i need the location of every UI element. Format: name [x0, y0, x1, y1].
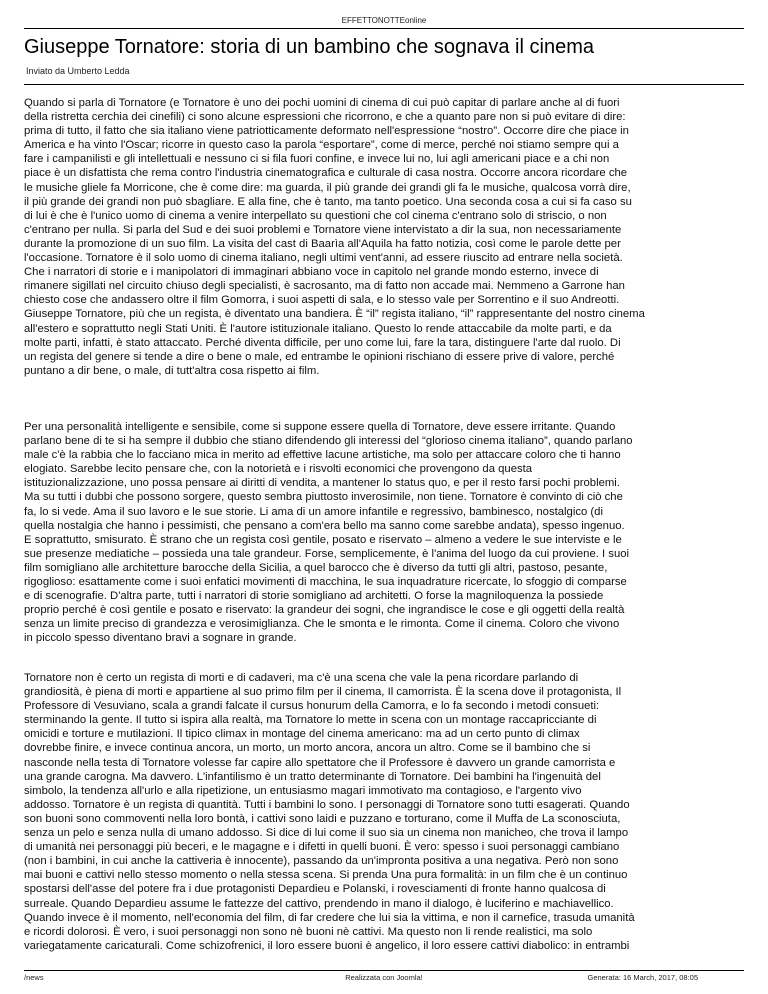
paragraph-1 — [24, 96, 748, 378]
article-byline: Inviato da Umberto Ledda — [26, 66, 130, 76]
text-line: simbolo, la tendenza all'urlo e alla ripetizione, un entusiasmo magari immotivato ma contagioso, e l'argento vivo — [24, 784, 582, 797]
text-line: Che i narratori di storie e i manipolatori di immaginari abbiano voce in capitolo nel grande mondo esterno, invece di — [24, 266, 599, 279]
text-line: il più grande dei grandi non può sbagliare. E alla fine, che è tanto, ma tanto poetico. Una seconda cosa a cui si fa caso su — [24, 195, 632, 208]
text-line: dovrebbe finire, e invece continua ancora, un morto, un morto ancora, ancora un altro. Come se il bambino che si — [24, 742, 591, 755]
text-line: chiesto cose che andassero oltre il film Gomorra, i suoi aspetti di sala, e lo stesso vale per Sorrentino e il suo Andreotti. — [24, 294, 620, 307]
text-line: molte parti, infatti, è stato attaccato. Perché diventa difficile, per uno come lui, fare la tara, distinguere l'arte dal ruolo. Di — [24, 336, 621, 349]
text-line: addosso. Tornatore è un regista di quantità. Tutti i bambini lo sono. I personaggi di Tornatore sono tutti esagerati. Quando — [24, 798, 630, 811]
text-line: sue presenze mediatiche – possieda una tale grandeur. Forse, semplicemente, è l'anima del luogo da cui proviene. I suoi — [24, 547, 630, 560]
text-line: e di scenografie. D'altra parte, tutti i narratori di storie somigliano ad architetti. O forse la magniloquenza la possiede — [24, 590, 604, 603]
text-line: Professore di Vesuviano, scala a grandi falcate il cursus honurum della Camorra, e lo fa secondo i metodi consueti: — [24, 700, 600, 713]
text-line: spostarsi dell'asse del potere fra i due protagonisti Depardieu e Polanski, i rovesciamenti di fronte hanno qualcosa di — [24, 883, 606, 896]
text-line: grandiosità, è piena di morti e appartiene al suo primo film per il cinema, Il camorrista. È la scena dove il protagonista, Il — [24, 686, 622, 699]
paragraph-2 — [24, 420, 748, 646]
title-divider — [24, 84, 744, 85]
text-line: istituzionalizzazione, uno possa pensare ai diritti di vendita, a mantener lo status quo, e per il resto farsi pochi problemi. — [24, 477, 620, 490]
text-line: Ma su tutti i dubbi che possono sorgere, questo sembra piuttosto inverosimile, non tiene. Tornatore è convinto di ciò che — [24, 491, 623, 504]
text-line: Tornatore non è certo un regista di morti e di cadaveri, ma c'è una scena che vale la pena ricordare parlando di — [24, 672, 579, 684]
text-line: della ristretta cerchia dei cinefili) ci sono alcune espressioni che ricorrono, e che a quanto pare non si può evitare di dire: — [24, 111, 626, 124]
text-line: proprio perché è così gentile e posato e riservato: la grandeur dei sogni, che ingrandisce le cose e gli oggetti della realtà — [24, 604, 625, 617]
text-line: di lui è che è l'unico uomo di cinema a venire interpellato su questioni che col cinema c'entrano solo di striscio, o non — [24, 209, 607, 222]
site-header: EFFETTONOTTEonline — [341, 16, 427, 25]
text-line: durante la promozione di un suo film. La visita del cast di Baarìa all'Aquila ha fatto notizia, così come le parole dette per — [24, 237, 621, 250]
text-line: elogiato. Sarebbe lecito pensare che, con la notorietà e i risvolti economici che provengono da questa — [24, 463, 533, 476]
text-line: nasconde nella testa di Tornatore volesse far capire allo spettatore che il Professore è davvero un grande camorrista e — [24, 756, 616, 769]
header-divider — [24, 28, 744, 29]
text-line: rigoglioso: esattamente come i suoi enfatici movimenti di macchina, le sua inquadrature ricercate, lo sfoggio di comparse — [24, 576, 627, 589]
footer-divider — [24, 970, 744, 971]
text-line: c'entrano per nulla. Si parla del Sud e dei suoi problemi e Tornatore viene intervistato a dir la sua, non necessariamente — [24, 223, 622, 236]
text-line: son buoni sono commoventi nella loro bontà, i cattivi sono laidi e puzzano e torturano, come il Muffa de La sconosciuta, — [24, 812, 621, 825]
text-line: film somigliano alle architetture barocche della Sicilia, a quel barocco che è diverso da tutti gli altri, pastoso, pesante, — [24, 561, 608, 574]
text-line: piace è un disfattista che rema contro l'industria cinematografica e culturale di casa nostra. Occorre ancora ricordare che — [24, 167, 628, 180]
text-line: variegatamente caricaturali. Come schizofrenici, il loro essere buoni è angelico, il loro essere cattivi diabolico: in entrambi — [24, 939, 630, 952]
text-line: Quando si parla di Tornatore (e Tornatore è uno dei pochi uomini di cinema di cui può capitar di parlare anche al di fuori — [24, 97, 620, 109]
text-line: l'occasione. Tornatore è il solo uomo di cinema italiano, negli ultimi vent'anni, ad essere riuscito ad entrare nella società. — [24, 252, 623, 265]
text-line: rimanere sigillati nel circuito chiuso degli specialisti, è sacrosanto, ma di fatto non accade mai. Nemmeno a Garrone han — [24, 280, 625, 293]
text-line: E soprattutto, smisurato. È strano che un regista così gentile, posato e riservato – almeno a vedere le sue interviste e le — [24, 533, 622, 546]
text-line: omicidi e torture e mutilazioni. Il tipico climax in montage del cinema americano: ma ad un certo punto di climax — [24, 728, 580, 741]
text-line: male c'è la rabbia che lo facciano mica in merito ad effettive lacune artistiche, ma solo per attaccare coloro che ti hanno — [24, 449, 621, 462]
paragraph-3 — [24, 671, 748, 953]
text-line: surreale. Quando Depardieu assume le fattezze del cattivo, prendendo in mano il dialogo, è luciferino e machiavellico. — [24, 897, 614, 910]
text-line: e ricordi dolorosi. È vero, i suoi personaggi non sono nè buoni nè cattivi. Ma questo non li rende realistici, ma solo — [24, 925, 593, 938]
text-line: Per una personalità intelligente e sensibile, come si suppone essere quella di Tornatore, deve essere irritante. Quando — [24, 421, 616, 433]
text-line: di umanità nei personaggi più beceri, e le magagne e i difetti in quelli buoni. È vero: spesso i suoi personaggi cambiano — [24, 841, 620, 854]
text-line: una grande carogna. Ma davvero. L'infantilismo è un tratto determinante di Tornatore. Dei bambini ha l'ingenuità del — [24, 770, 601, 783]
text-line: fare i campanilisti e gli intellettuali e nessuno ci si fila fuori confine, e invece lui no, lui agli americani piace e a chi non — [24, 153, 610, 166]
text-line: Quando invece è il momento, nell'economia del film, di far credere che lui sia la vittima, e non il carnefice, trasuda umanità — [24, 911, 635, 924]
article-title: Giuseppe Tornatore: storia di un bambino che sognava il cinema — [24, 36, 594, 58]
text-line: Giuseppe Tornatore, più che un regista, è diventato una bandiera. È “il” regista italiano, “il” rappresentante del nostro cinema — [24, 308, 645, 321]
text-line: (non i bambini, in cui anche la cattiveria è innocente), passando da un'impronta positiva a una negativa. Però non sono — [24, 855, 619, 868]
text-line: mai buoni e cattivi nello stesso momento o nella stessa scena. Si prenda Una pura formalità: in un film che è un continuo — [24, 869, 628, 882]
footer-credit: Realizzata con Joomla! — [345, 973, 423, 982]
text-line: le musiche gliele fa Morricone, che è come dire: ma guarda, il più grande dei grandi gli fa le musiche, qualcosa vorrà dire, — [24, 181, 631, 194]
text-line: fa, lo si vede. Ama il suo lavoro e le sue storie. Li ama di un amore infantile e regressivo, bambinesco, nostalgico (di — [24, 505, 603, 518]
footer-generated-date: Generata: 16 March, 2017, 08:05 — [587, 973, 698, 982]
text-line: senza un limite preciso di grandezza e verosimiglianza. Che le smonta e le rimonta. Come il cinema. Coloro che vivono — [24, 618, 620, 631]
text-line: America e ha vinto l'Oscar; ricorre in questo caso la parola “esportare”, come di merce, perché noi stiamo sempre qui a — [24, 139, 619, 152]
text-line: sterminando la gente. Il tutto si ispira alla realtà, ma Tornatore lo mette in scena con un montage raccapricciante di — [24, 714, 597, 727]
text-line: parlano bene di te si ha sempre il dubbio che stiano difendendo gli interessi del “glorioso cinema italiano”, quando parlano — [24, 435, 633, 448]
text-line: un regista del genere si tende a dire o bene o male, ed entrambe le opinioni rischiano di essere prive di valore, perché — [24, 350, 615, 363]
text-line: in piccolo spesso diventano bravi a sognare in grande. — [24, 632, 297, 645]
footer-path: /news — [24, 973, 44, 982]
text-line: quella nostalgia che hanno i pessimisti, che pensano a com'era bello ma sanno come sarebbe andata), spesso ingenuo. — [24, 519, 625, 532]
text-line: all'estero e soprattutto negli Stati Uniti. È l'autore istituzionale italiano. Questo lo rende attaccabile da molte parti, e da — [24, 322, 612, 335]
text-line: senza un pelo e senza nulla di umano addosso. Si dice di lui come il suo sia un cinema non manicheo, che trova il lampo — [24, 827, 629, 840]
text-line: puntano a dir bene, o male, di tutt'altra cosa rispetto ai film. — [24, 364, 320, 377]
text-line: prima di tutto, il fatto che sia italiano viene patriotticamente deformato nell'espressione “nostro”. Occorre dire che piace in — [24, 125, 629, 138]
